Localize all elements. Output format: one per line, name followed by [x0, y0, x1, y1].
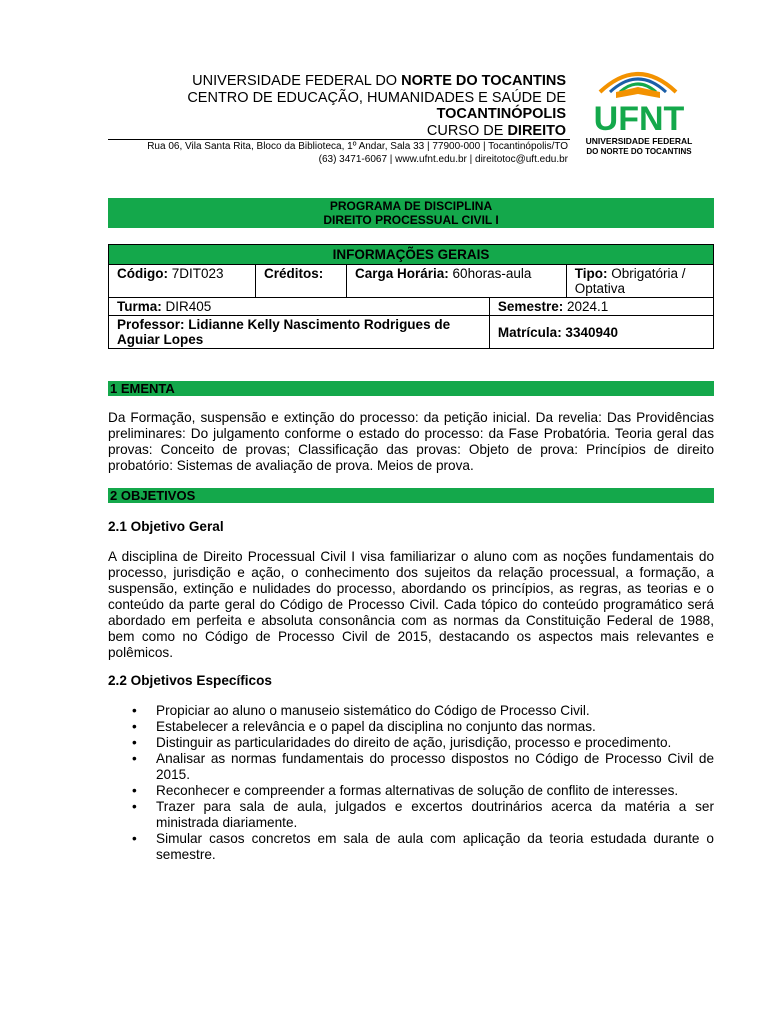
- creditos-cell: [256, 265, 347, 298]
- address-line-2: (63) 3471-6067 | www.ufnt.edu.br | direitotoc@uft.edu.br: [318, 153, 568, 165]
- info-row-1: [109, 265, 714, 298]
- header-line-center: CENTRO DE EDUCAÇÃO, HUMANIDADES E SAÚDE DE: [187, 89, 566, 106]
- professor-cell: [109, 316, 490, 349]
- list-item: • Analisar as normas fundamentais do processo dispostos no Código de Processo Civil de 2015.: [108, 751, 714, 783]
- list-item: • Estabelecer a relevância e o papel da disciplina no conjunto das normas.: [108, 719, 714, 735]
- semestre-label: Semestre:: [497, 299, 564, 314]
- address-line-1: Rua 06, Vila Santa Rita, Bloco da Biblioteca, 1º Andar, Sala 33 | 77900-000 | Tocantinópolis/TO: [147, 141, 568, 152]
- carga-cell: [347, 265, 567, 298]
- codigo-label: Código:: [117, 266, 168, 281]
- carga-label: Carga Horária:: [355, 266, 449, 281]
- header-university-bold: NORTE DO TOCANTINS: [401, 73, 566, 89]
- header-line-city: [187, 106, 566, 123]
- list-item: • Trazer para sala de aula, julgados e excertos doutrinários acerca da matéria a ser ministrada diariamente.: [108, 799, 714, 831]
- professor-value: Professor: Lidianne Kelly Nascimento Rodrigues de Aguiar Lopes: [117, 317, 451, 347]
- header-line-university: [187, 73, 566, 90]
- list-item: • Simular casos concretos em sala de aula com aplicação da teoria estudada durante o semestre.: [108, 831, 714, 863]
- matricula-cell: [489, 316, 713, 349]
- logo-caption-2: DO NORTE DO TOCANTINS: [586, 147, 692, 156]
- codigo-cell: [109, 265, 256, 298]
- header-city-bold: TOCANTINÓPOLIS: [436, 106, 566, 122]
- ufnt-logo: [578, 62, 700, 162]
- general-info-table: [108, 244, 714, 349]
- program-title-line-1: PROGRAMA DE DISCIPLINA: [329, 199, 493, 213]
- program-title: [108, 198, 714, 228]
- tipo-cell: [566, 265, 713, 298]
- header-university-text: UNIVERSIDADE FEDERAL DO: [192, 73, 402, 89]
- carga-value: 60horas-aula: [448, 266, 532, 281]
- objetivo-geral-text: A disciplina de Direito Processual Civil I visa familiarizar o aluno com as noções fundamentais do processo, jurisdição e ação, o conhecimento dos sujeitos da relação processual, a formação, a suspensão, extinção e nulidades do processo, abordando os princípios, as regras, as teorias e o conteúdo da parte geral do Código de Processo Civil. Cada tópico do conteúdo programático será abordado em perfeita e absoluta consonância com as normas da Constituição Federal de 1988, bem como no Código de Processo Civil de 2015, destacando os aspectos mais relevantes e polêmicos.: [108, 549, 714, 660]
- header-course-bold: DIREITO: [507, 122, 566, 139]
- header-line-course: [187, 123, 566, 140]
- turma-cell: [109, 298, 490, 316]
- list-item: • Propiciar ao aluno o manuseio sistemático do Código de Processo Civil.: [108, 703, 714, 719]
- ementa-text: Da Formação, suspensão e extinção do processo: da petição inicial. Da revelia: Das Providências preliminares: Do julgamento conforme o estado do processo: da Fase Probatória. Teoria geral das provas: Conceito de provas; Classificação das provas: Objeto de prova: Princípios de direito probatório: Sistemas de avaliação de prova. Meios de prova.: [108, 410, 714, 473]
- info-row-3: [109, 316, 714, 349]
- tipo-value: Obrigatória / Optativa: [574, 266, 686, 296]
- turma-value: DIR405: [161, 299, 212, 314]
- logo-letters: UFNT: [593, 100, 685, 138]
- institution-header: [187, 73, 566, 139]
- semestre-cell: [489, 298, 713, 316]
- header-divider: [108, 139, 570, 140]
- section-objetivos-heading: 2 OBJETIVOS: [108, 488, 714, 503]
- objetivos-especificos-heading: 2.2 Objetivos Específicos: [108, 673, 272, 688]
- codigo-value: 7DIT023: [167, 266, 224, 281]
- ufnt-logo-icon: [578, 62, 700, 162]
- tipo-label: Tipo:: [574, 266, 608, 281]
- matricula-value: Matrícula: 3340940: [497, 324, 618, 340]
- list-item: • Distinguir as particularidades do direito de ação, jurisdição, processo e procedimento.: [108, 735, 714, 751]
- info-row-2: [109, 298, 714, 316]
- section-ementa-heading: 1 EMENTA: [108, 381, 714, 396]
- objetivo-geral-heading: 2.1 Objetivo Geral: [108, 519, 224, 534]
- header-address: [147, 141, 568, 166]
- info-header-row: [109, 245, 714, 265]
- semestre-value: 2024.1: [563, 299, 609, 314]
- list-item: • Reconhecer e compreender a formas alternativas de solução de conflito de interesses.: [108, 783, 714, 799]
- info-heading: INFORMAÇÕES GERAIS: [109, 245, 714, 265]
- logo-caption-1: UNIVERSIDADE FEDERAL: [585, 136, 693, 146]
- program-title-line-2: DIREITO PROCESSUAL CIVIL I: [323, 213, 499, 227]
- creditos-label: Créditos:: [264, 266, 324, 281]
- objetivos-especificos-list: [108, 703, 714, 863]
- turma-label: Turma:: [117, 299, 162, 314]
- header-course-text: CURSO DE: [426, 122, 508, 139]
